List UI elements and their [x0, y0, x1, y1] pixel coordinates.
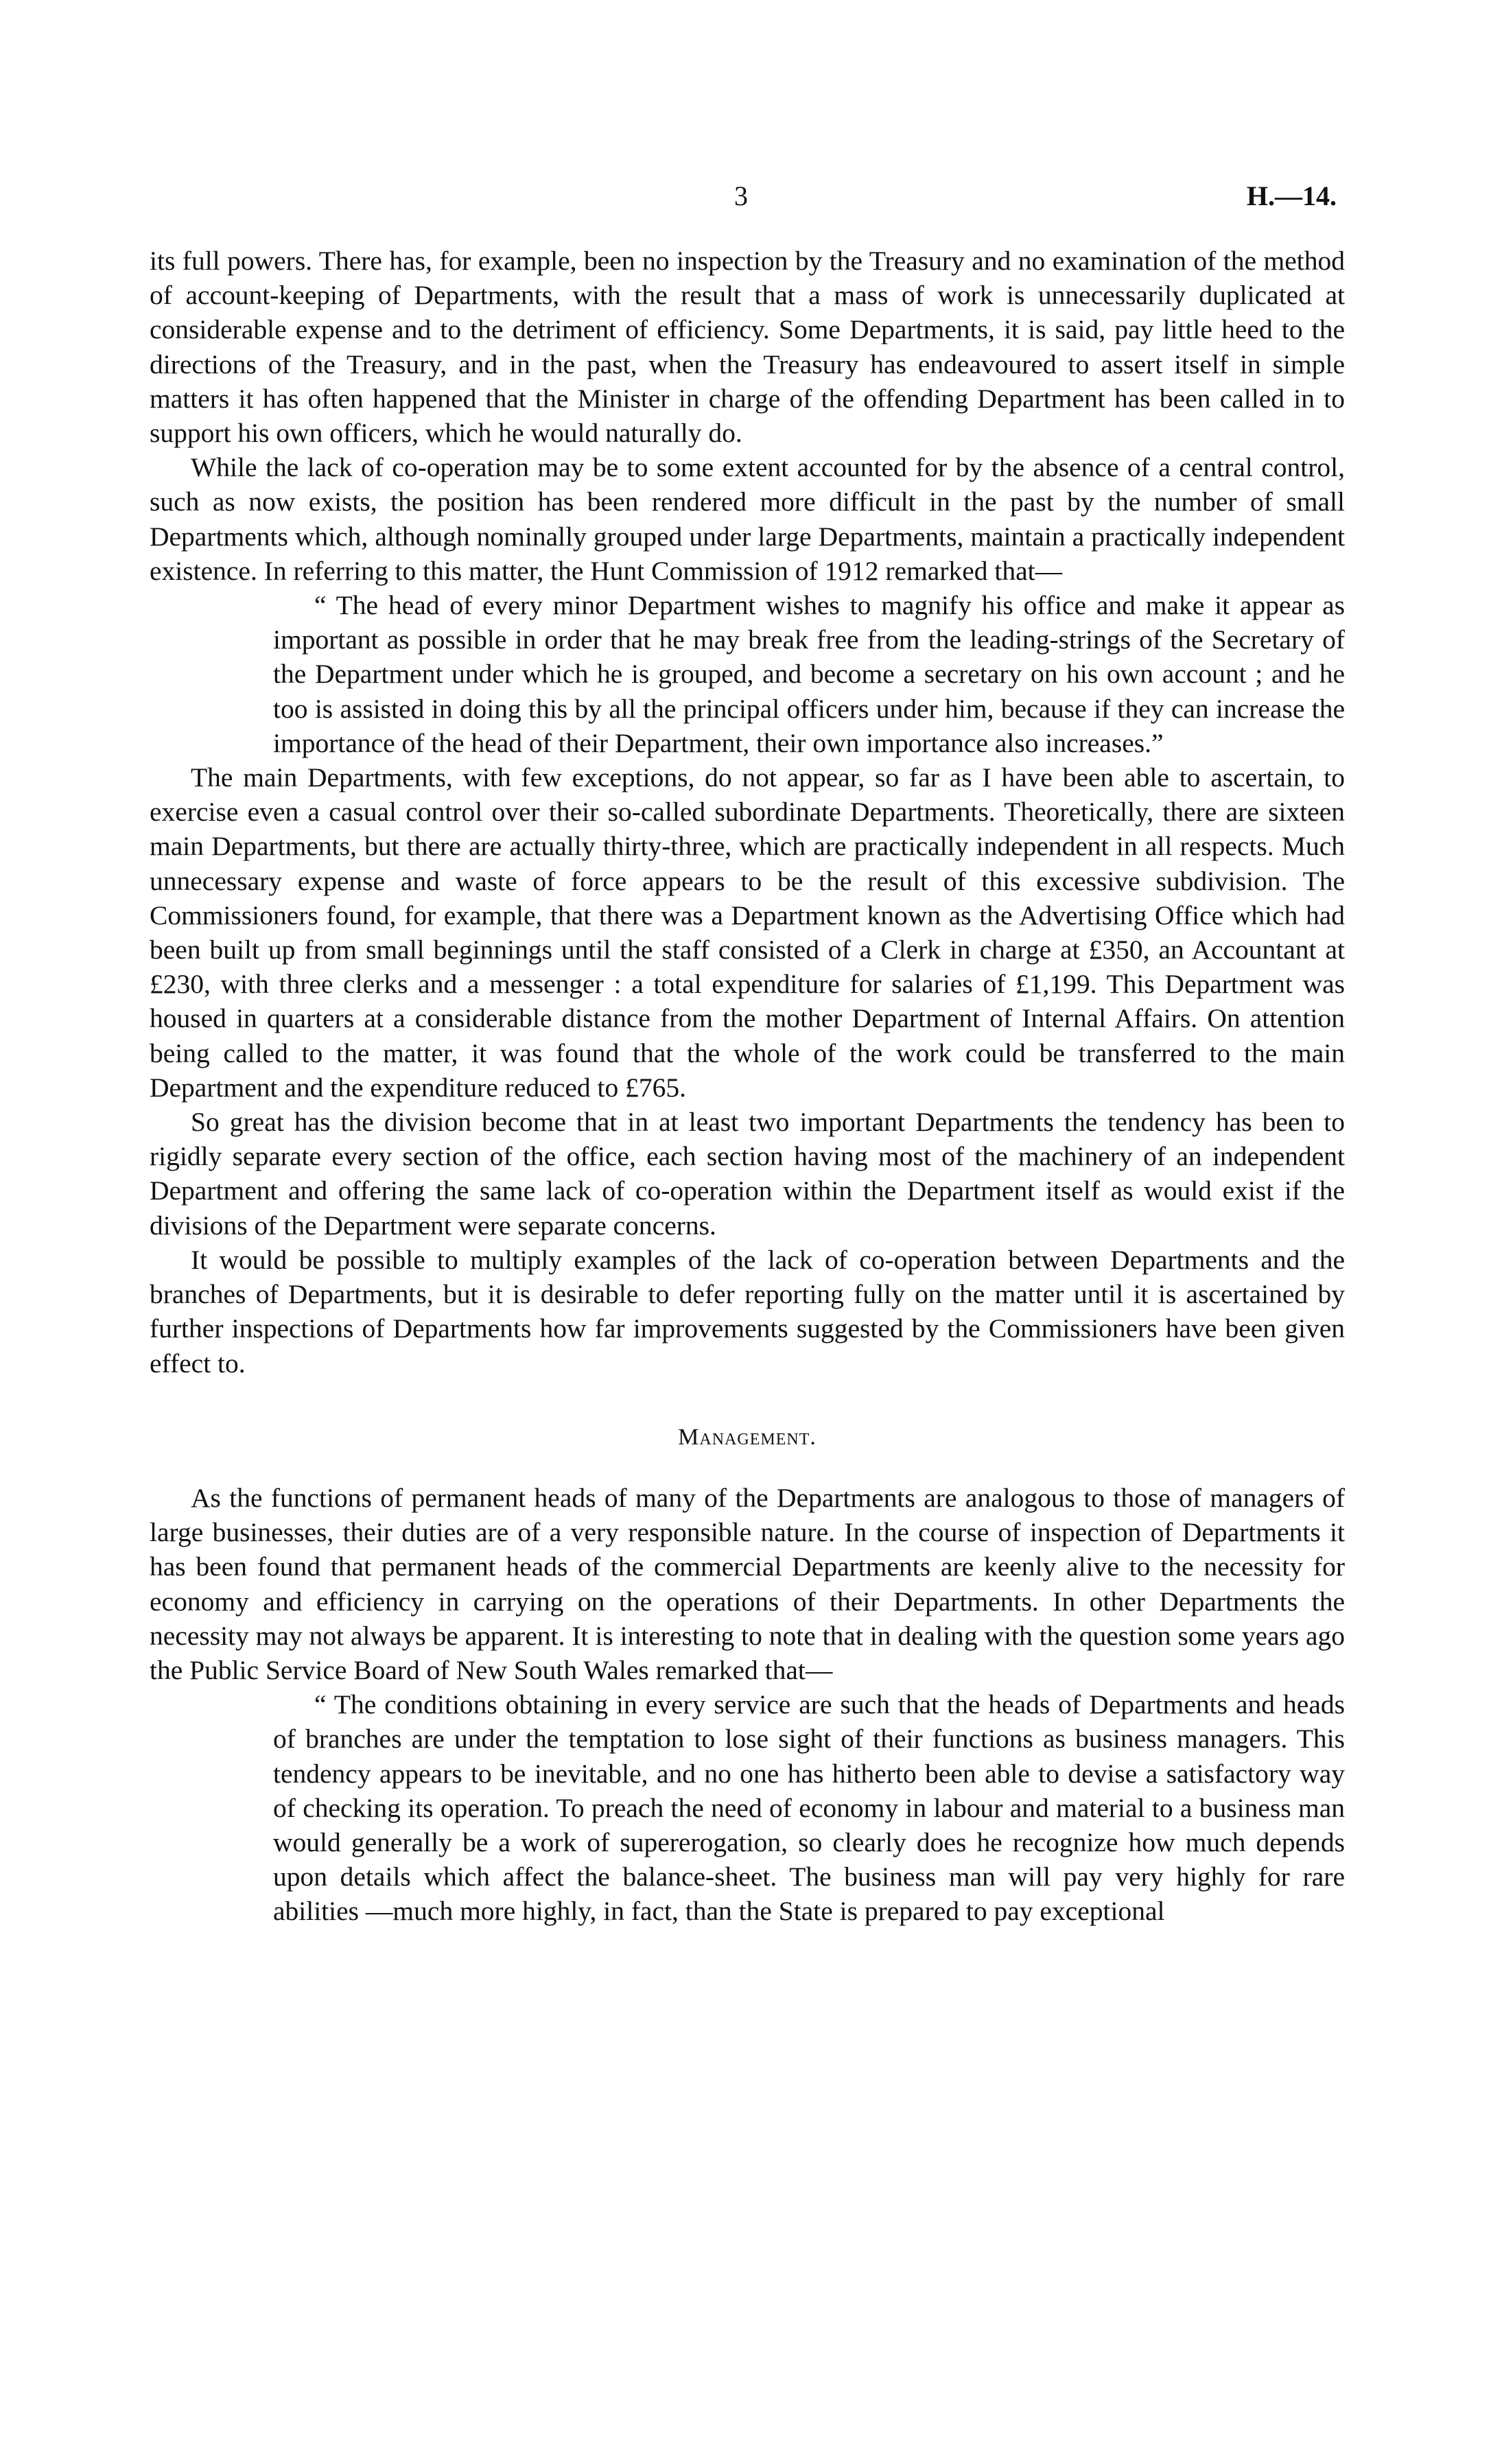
section-heading-management: Management.: [678, 1424, 817, 1450]
paragraph-division: So great has the division become that in at least two important Departments the tendency has been to rigidly separate every section of the office, each section having most of the machinery of an independent Department and offering the same lack of co-operation within the Department itself as would exist if the divisions of the Department were separate concerns.: [150, 1107, 1345, 1241]
quote-hunt-commission: “ The head of every minor Department wishes to magnify his office and make it appear as important as possible in order that he may break free from the leading-strings of the Secretary of the Department under which he is grouped, and become a secretary on his own account ; and he too is assisted in doing this by all the principal officers under him, because if they can increase the importance of the head of their Department, their own importance also increases.”: [273, 590, 1345, 758]
document-body: [150, 244, 1345, 1929]
page-number: 3: [734, 180, 748, 211]
paragraph-continuation: its full powers. There has, for example, been no inspection by the Treasury and no examination of the method of account-keeping of Departments, with the result that a mass of work is unnecessarily duplicated at considerable expense and to the detriment of efficiency. Some Departments, it is said, pay little heed to the directions of the Treasury, and in the past, when the Treasury has endeavoured to assert itself in simple matters it has often happened that the Minister in charge of the offending Department has been called in to support his own officers, which he would naturally do.: [150, 246, 1345, 449]
paragraph-cooperation: While the lack of co-operation may be to some extent accounted for by the absence of a central control, such as now exists, the position has been rendered more difficult in the past by the number of small Departments which, although nominally grouped under large Departments, maintain a practically independent existence. In referring to this matter, the Hunt Commission of 1912 remarked that—: [150, 452, 1345, 586]
paragraph-management: As the functions of permanent heads of many of the Departments are analogous to those of managers of large businesses, their duties are of a very responsible nature. In the course of inspection of Departments it has been found that permanent heads of the commercial Departments are keenly alive to the necessity for economy and efficiency in carrying on the operations of their Departments. In other Departments the necessity may not always be apparent. It is interesting to note that in dealing with the question some years ago the Public Service Board of New South Wales remarked that—: [150, 1482, 1345, 1685]
page-header: [0, 180, 1491, 221]
paragraph-examples: It would be possible to multiply examples of the lack of co-operation between Departments and the branches of Departments, but it is desirable to defer reporting fully on the matter until it is ascertained by further inspections of Departments how far improvements suggested by the Commissioners have been given effect to.: [150, 1244, 1345, 1378]
quote-public-service-board: “ The conditions obtaining in every service are such that the heads of Departments and heads of branches are under the temptation to lose sight of their functions as business managers. This tendency appears to be inevitable, and no one has hitherto been able to devise a satisfactory way of checking its operation. To preach the need of economy in labour and material to a business man would generally be a work of supererogation, so clearly does he recognize how much depends upon details which affect the balance-sheet. The business man will pay very highly for rare abilities —much more highly, in fact, than the State is prepared to pay exceptional: [273, 1689, 1345, 1927]
paragraph-main-departments: The main Departments, with few exceptions, do not appear, so far as I have been able to ascertain, to exercise even a casual control over their so-called subordinate Departments. Theoretically, there are sixteen main Departments, but there are actually thirty-three, which are practically independent in all respects. Much unnecessary expense and waste of force appears to be the result of this excessive subdivision. The Commissioners found, for example, that there was a Department known as the Advertising Office which had been built up from small beginnings until the staff consisted of a Clerk in charge at £350, an Accountant at £230, with three clerks and a messenger : a total expenditure for salaries of £1,199. This Department was housed in quarters at a considerable distance from the mother Department of Internal Affairs. On attention being called to the matter, it was found that the whole of the work could be transferred to the main Department and the expenditure reduced to £765.: [150, 762, 1345, 1103]
document-reference: H.—14.: [1246, 180, 1337, 211]
